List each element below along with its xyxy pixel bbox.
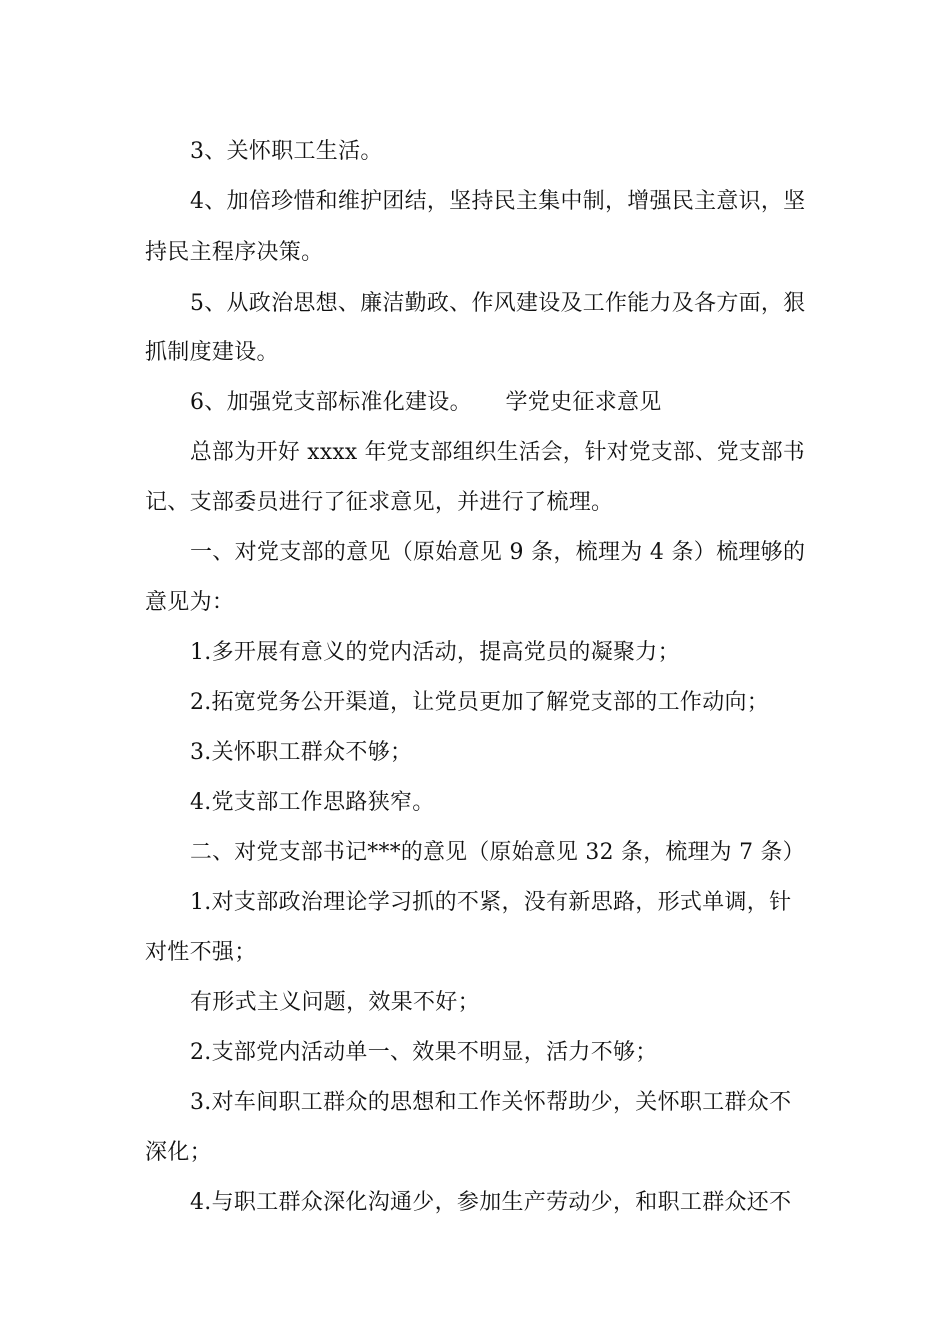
paragraph-line: 5、从政治思想、廉洁勤政、作风建设及工作能力及各方面，狠	[190, 291, 806, 316]
paragraph-line: 持民主程序决策。	[145, 240, 324, 265]
paragraph-line: 总部为开好 xxxx 年党支部组织生活会，针对党支部、党支部书	[190, 440, 805, 465]
paragraph-line: 6、加强党支部标准化建设。 学党史征求意见	[190, 390, 662, 415]
list-item: 4.与职工群众深化沟通少，参加生产劳动少，和职工群众还不	[190, 1190, 792, 1215]
paragraph-line: 抓制度建设。	[145, 340, 279, 365]
paragraph-line: 有形式主义问题，效果不好；	[190, 990, 480, 1015]
list-item: 1.对支部政治理论学习抓的不紧，没有新思路，形式单调，针	[190, 890, 792, 915]
paragraph-line: 4、加倍珍惜和维护团结，坚持民主集中制，增强民主意识，坚	[190, 189, 806, 214]
paragraph-line: 记、支部委员进行了征求意见，并进行了梳理。	[145, 490, 614, 515]
list-item: 3.关怀职工群众不够；	[190, 740, 413, 765]
list-item: 4.党支部工作思路狭窄。	[190, 790, 435, 815]
paragraph-line: 3、关怀职工生活。	[190, 139, 383, 164]
section-heading: 二、对党支部书记***的意见（原始意见 32 条，梳理为 7 条）	[190, 840, 805, 865]
list-item: 3.对车间职工群众的思想和工作关怀帮助少，关怀职工群众不	[190, 1090, 792, 1115]
paragraph-line: 深化；	[145, 1140, 212, 1165]
paragraph-line: 一、对党支部的意见（原始意见 9 条，梳理为 4 条）梳理够的	[190, 540, 806, 565]
list-item: 1.多开展有意义的党内活动，提高党员的凝聚力；	[190, 640, 680, 665]
list-item: 2.拓宽党务公开渠道，让党员更加了解党支部的工作动向；	[190, 690, 770, 715]
paragraph-line: 意见为：	[145, 590, 235, 615]
paragraph-line: 对性不强；	[145, 940, 257, 965]
list-item: 2.支部党内活动单一、效果不明显，活力不够；	[190, 1040, 658, 1065]
